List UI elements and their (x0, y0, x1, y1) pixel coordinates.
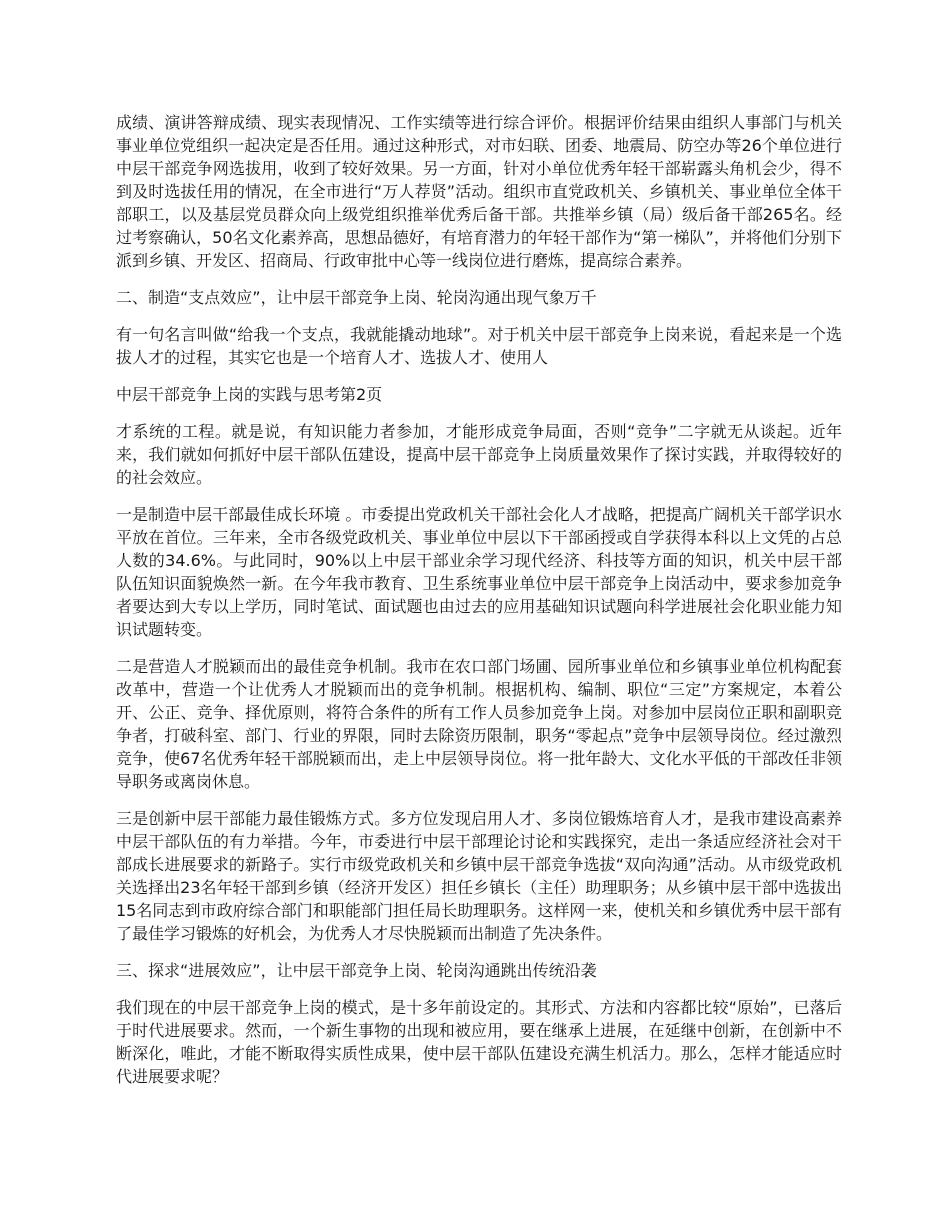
paragraph: 成绩、演讲答辩成绩、现实表现情况、工作实绩等进行综合评价。根据评价结果由组织人事部门与机关事业单位党组织一起决定是否任用。通过这种形式，对市妇联、团委、地震局、防空办等26个单位进行中层干部竞争网选拔用，收到了较好效果。另一方面，针对小单位优秀年轻干部崭露头角机会少，得不到及时选拔任用的情况，在全市进行“万人荐贤”活动。组织市直党政机关、乡镇机关、事业单位全体干部职工，以及基层党员群众向上级党组织推举优秀后备干部。共推举乡镇（局）级后备干部265名。经过考察确认，50名文化素养高，思想品德好，有培育潜力的年轻干部作为“第一梯队”，并将他们分别下派到乡镇、开发区、招商局、行政审批中心等一线岗位进行磨炼，提高综合素养。 (116, 113, 842, 270)
document-page (116, 111, 842, 1102)
paragraph: 二是营造人才脱颖而出的最佳竞争机制。我市在农口部门场圃、园所事业单位和乡镇事业单位机构配套改革中，营造一个让优秀人才脱颖而出的竞争机制。根据机构、编制、职位“三定”方案规定，本着公开、公正、竞争、择优原则，将符合条件的所有工作人员参加竞争上岗。对参加中层岗位正职和副职竞争者，打破科室、部门、行业的界限，同时去除资历限制，职务“零起点”竞争中层领导岗位。经过激烈竞争，使67名优秀年轻干部脱颖而出，走上中层领导岗位。将一批年龄大、文化水平低的干部改任非领导职务或离岗休息。 (116, 657, 842, 791)
paragraph: 有一句名言叫做“给我一个支点，我就能撬动地球”。对于机关中层干部竞争上岗来说，看起来是一个选拔人才的过程，其实它也是一个培育人才、选拔人才、使用人 (116, 325, 842, 367)
paragraph: 三是创新中层干部能力最佳锻炼方式。多方位发现启用人才、多岗位锻炼培育人才，是我市建设高素养中层干部队伍的有力举措。今年，市委进行中层干部理论讨论和实践探究，走出一条适应经济社会对干部成长进展要求的新路子。实行市级党政机关和乡镇中层干部竞争选拔“双向沟通”活动。从市级党政机关选择出23名年轻干部到乡镇（经济开发区）担任乡镇长（主任）助理职务；从乡镇中层干部中选拔出15名同志到市政府综合部门和职能部门担任局长助理职务。这样网一来，使机关和乡镇优秀中层干部有了最佳学习锻炼的好机会，为优秀人才尽快脱颖而出制造了先决条件。 (116, 809, 842, 943)
paragraph: 我们现在的中层干部竞争上岗的模式，是十多年前设定的。其形式、方法和内容都比较“原始”，已落后于时代进展要求。然而，一个新生事物的出现和被应用，要在继承上进展，在延继中创新，在创新中不断深化，唯此，才能不断取得实质性成果，使中层干部队伍建设充满生机活力。那么，怎样才能适应时代进展要求呢？ (116, 998, 842, 1086)
section-heading: 二、制造“支点效应”，让中层干部竞争上岗、轮岗沟通出现气象万千 (116, 288, 597, 307)
page-title-line: 中层干部竞争上岗的实践与思考第2页 (116, 385, 383, 404)
section-heading: 三、探求“进展效应”，让中层干部竞争上岗、轮岗沟通跳出传统沿袭 (116, 961, 597, 980)
paragraph: 一是制造中层干部最佳成长环境 。市委提出党政机关干部社会化人才战略，把提高广阔机关干部学识水平放在首位。三年来，全市各级党政机关、事业单位中层以下干部函授或自学获得本科以上文凭的占总人数的34.6%。与此同时，90%以上中层干部业余学习现代经济、科技等方面的知识，机关中层干部队伍知识面貌焕然一新。在今年我市教育、卫生系统事业单位中层干部竞争上岗活动中，要求参加竞争者要达到大专以上学历，同时笔试、面试题也由过去的应用基础知识试题向科学进展社会化职业能力知识试题转变。 (116, 505, 842, 639)
paragraph: 才系统的工程。就是说，有知识能力者参加，才能形成竞争局面，否则“竞争”二字就无从谈起。近年来，我们就如何抓好中层干部队伍建设，提高中层干部竞争上岗质量效果作了探讨实践，并取得较好的的社会效应。 (116, 422, 842, 487)
